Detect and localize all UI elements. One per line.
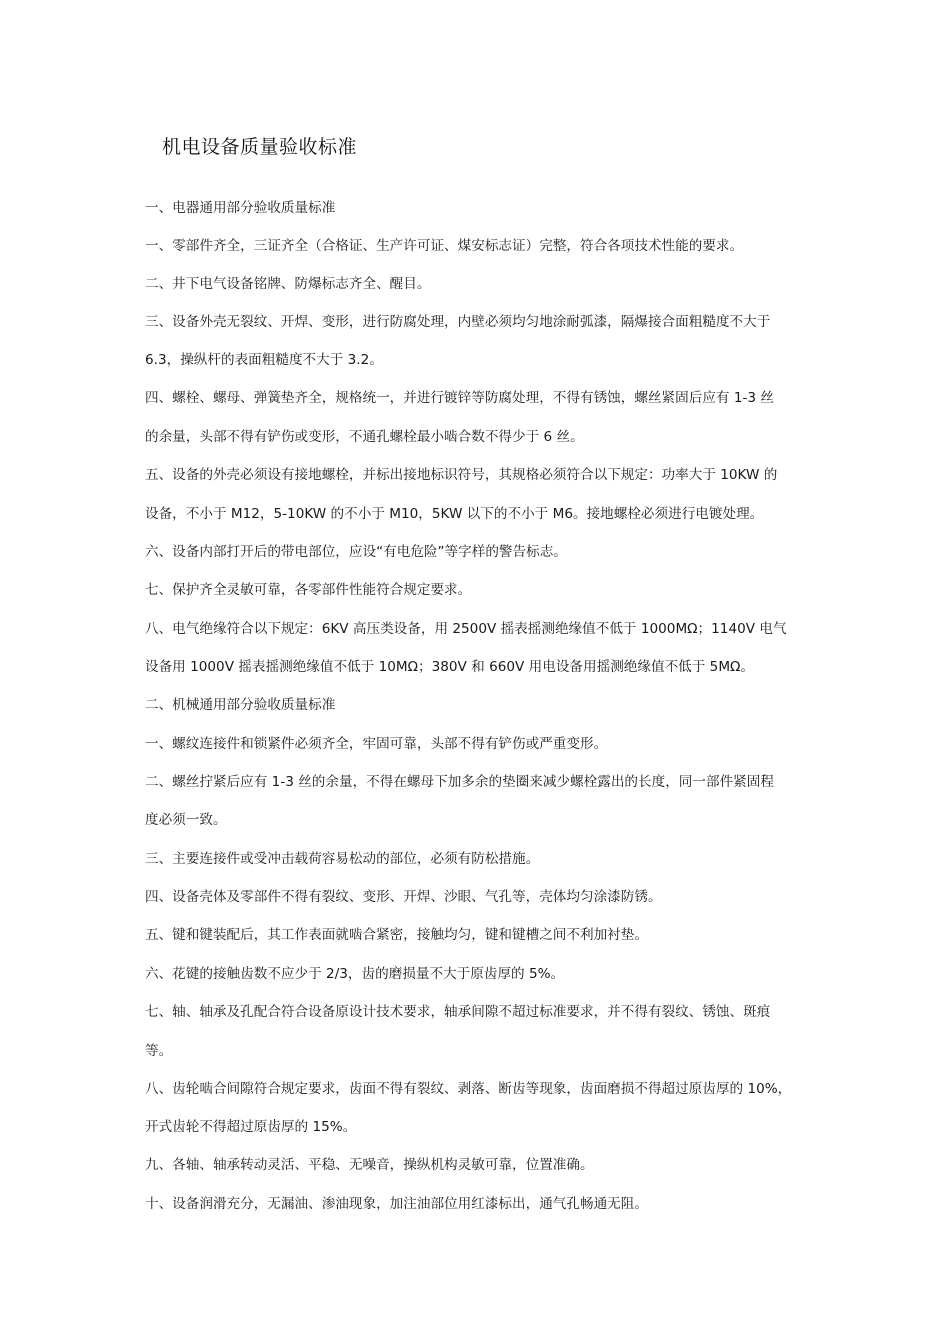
text-line: 设备，不小于 M12，5-10KW 的不小于 M10，5KW 以下的不小于 M6。接地螺栓必须进行电镀处理。 — [145, 506, 764, 522]
text-line: 六、花键的接触齿数不应少于 2/3，齿的磨损量不大于原齿厚的 5%。 — [145, 966, 565, 982]
text-line: 五、键和键装配后，其工作表面就啮合紧密，接触均匀，键和键槽之间不利加衬垫。 — [145, 927, 648, 943]
text-line: 三、设备外壳无裂纹、开焊、变形，进行防腐处理，内壁必须均匀地涂耐弧漆，隔爆接合面粗糙度不大于 — [145, 314, 771, 330]
section-heading-mechanical: 二、机械通用部分验收质量标准 — [145, 697, 336, 713]
text-line: 八、齿轮啮合间隙符合规定要求，齿面不得有裂纹、剥落、断齿等现象，齿面磨损不得超过原齿厚的 10%， — [145, 1081, 792, 1097]
text-line: 一、螺纹连接件和锁紧件必须齐全，牢固可靠，头部不得有铲伤或严重变形。 — [145, 736, 608, 752]
text-line: 开式齿轮不得超过原齿厚的 15%。 — [145, 1119, 357, 1135]
text-line: 一、零部件齐全，三证齐全（合格证、生产许可证、煤安标志证）完整，符合各项技术性能的要求。 — [145, 238, 744, 254]
text-line: 四、螺栓、螺母、弹簧垫齐全，规格统一，并进行镀锌等防腐处理，不得有锈蚀，螺丝紧固后应有 1-3 丝 — [145, 390, 774, 406]
text-line: 四、设备壳体及零部件不得有裂纹、变形、开焊、沙眼、气孔等，壳体均匀涂漆防锈。 — [145, 889, 662, 905]
text-line: 三、主要连接件或受冲击载荷容易松动的部位，必须有防松措施。 — [145, 851, 540, 867]
text-line: 等。 — [145, 1043, 173, 1059]
text-line: 九、各轴、轴承转动灵活、平稳、无噪音，操纵机构灵敏可靠，位置准确。 — [145, 1157, 594, 1173]
document-title: 机电设备质量验收标准 — [162, 136, 358, 158]
text-line: 二、螺丝拧紧后应有 1-3 丝的余量，不得在螺母下加多余的垫圈来减少螺栓露出的长度，同一部件紧固程 — [145, 774, 774, 790]
text-line: 6.3，操纵杆的表面粗糙度不大于 3.2。 — [145, 352, 383, 368]
text-line: 十、设备润滑充分，无漏油、渗油现象，加注油部位用红漆标出，通气孔畅通无阻。 — [145, 1196, 648, 1212]
text-line: 二、井下电气设备铭牌、防爆标志齐全、醒目。 — [145, 276, 431, 292]
text-line: 设备用 1000V 摇表摇测绝缘值不低于 10MΩ；380V 和 660V 用电设备用摇测绝缘值不低于 5MΩ。 — [145, 659, 755, 675]
text-line: 六、设备内部打开后的带电部位，应设“有电危险”等字样的警告标志。 — [145, 544, 567, 560]
text-line: 七、轴、轴承及孔配合符合设备原设计技术要求，轴承间隙不超过标准要求，并不得有裂纹、锈蚀、斑痕 — [145, 1004, 771, 1020]
text-line: 度必须一致。 — [145, 812, 227, 828]
section-heading-electrical: 一、电器通用部分验收质量标准 — [145, 200, 336, 216]
text-line: 五、设备的外壳必须设有接地螺栓，并标出接地标识符号，其规格必须符合以下规定：功率大于 10KW 的 — [145, 467, 778, 483]
text-line: 八、电气绝缘符合以下规定：6KV 高压类设备，用 2500V 摇表摇测绝缘值不低于 1000MΩ；1140V 电气 — [145, 621, 787, 637]
text-line: 七、保护齐全灵敏可靠，各零部件性能符合规定要求。 — [145, 582, 472, 598]
text-line: 的余量，头部不得有铲伤或变形，不通孔螺栓最小啮合数不得少于 6 丝。 — [145, 429, 584, 445]
